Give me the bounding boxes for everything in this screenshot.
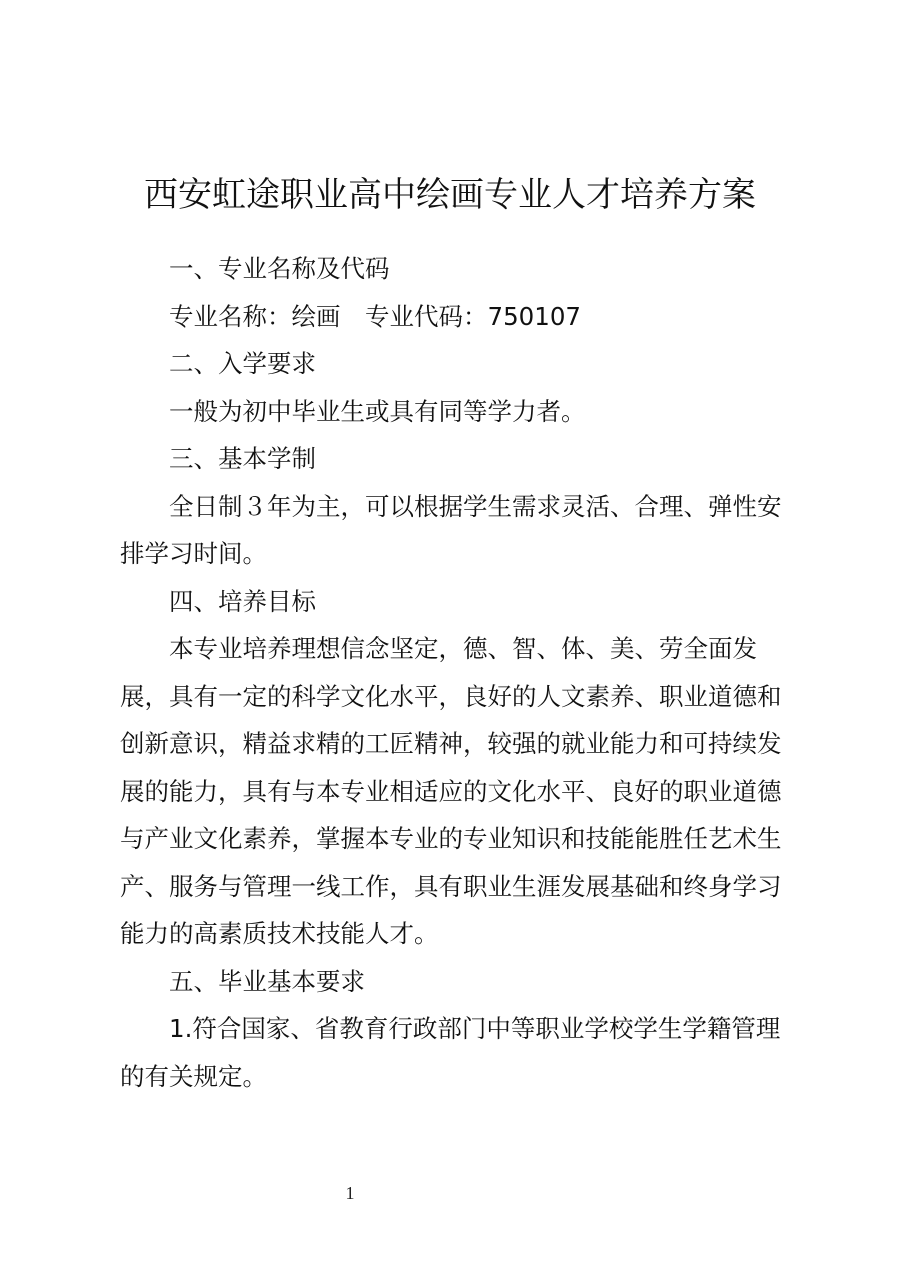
section-heading-duration: 三、基本学制 [169, 444, 316, 473]
text-line: 能力的高素质技术技能人才。 [120, 919, 439, 948]
section-heading-graduation: 五、毕业基本要求 [169, 966, 365, 996]
text-line: 产、服务与管理一线工作，具有职业生涯发展基础和终身学习 [120, 871, 782, 901]
text-line: 全日制３年为主，可以根据学生需求灵活、合理、弹性安 [169, 491, 782, 521]
text-line: 创新意识，精益求精的工匠精神，较强的就业能力和可持续发 [120, 729, 782, 758]
text-line: 展的能力，具有与本专业相适应的文化水平、良好的职业道德 [120, 776, 782, 806]
text-line: 1.符合国家、省教育行政部门中等职业学校学生学籍管理 [169, 1014, 781, 1043]
section-content-objectives [120, 625, 788, 958]
section-heading-admission: 二、入学要求 [169, 349, 316, 378]
section-content-duration [120, 483, 788, 578]
text-line: 与产业文化素养，掌握本专业的专业知识和技能能胜任艺术生 [120, 824, 782, 853]
text-line: 本专业培养理想信念坚定，德、智、体、美、劳全面发 [169, 634, 757, 663]
page-number: 1 [345, 1183, 355, 1203]
text-line: 排学习时间。 [120, 539, 267, 568]
page-title: 西安虹途职业高中绘画专业人才培养方案 [144, 175, 756, 215]
section-heading-objectives: 四、培养目标 [169, 586, 316, 616]
text-line: 的有关规定。 [120, 1061, 267, 1091]
section-content-admission: 一般为初中毕业生或具有同等学力者。 [169, 396, 586, 426]
document-body [120, 245, 788, 1100]
text-line: 展，具有一定的科学文化水平，良好的人文素养、职业道德和 [120, 681, 782, 711]
section-content-name-code: 专业名称：绘画 专业代码：750107 [169, 301, 582, 331]
section-content-graduation [120, 1005, 788, 1100]
section-heading-name-code: 一、专业名称及代码 [169, 254, 390, 283]
